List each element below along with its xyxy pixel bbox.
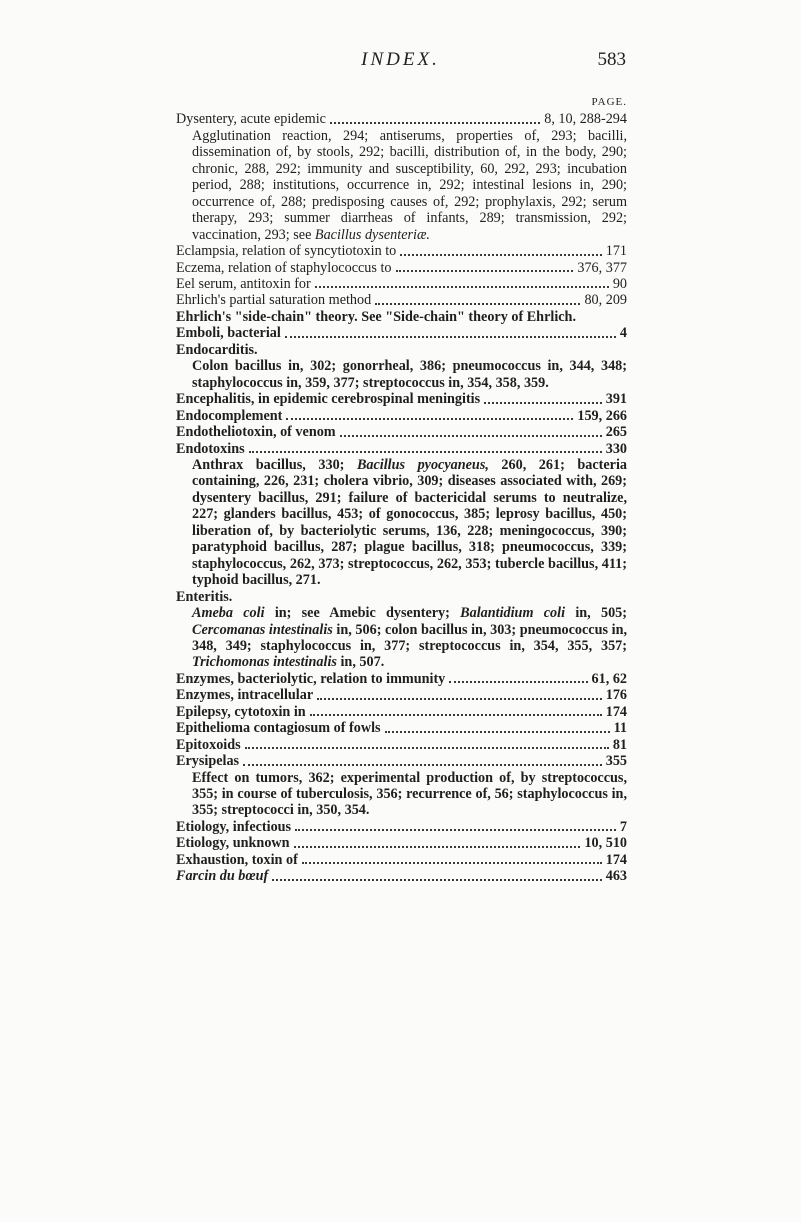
dot-leader bbox=[245, 747, 609, 749]
dot-leader bbox=[449, 681, 587, 683]
index-entry bbox=[176, 687, 627, 703]
dot-leader bbox=[340, 435, 602, 437]
entry-pages: 463 bbox=[605, 868, 627, 885]
entry-pages: 330 bbox=[605, 440, 627, 457]
entry-term: Epitoxoids bbox=[176, 736, 241, 753]
index-entry bbox=[176, 704, 627, 720]
subentry-italic: Cercomanas intestinalis bbox=[192, 621, 333, 638]
index-entry bbox=[176, 342, 627, 391]
entry-term: Erysipelas bbox=[176, 753, 240, 770]
subentry-italic: Bacillus dysenteriæ. bbox=[314, 226, 430, 243]
dot-leader bbox=[243, 764, 602, 766]
running-head-title: INDEX. bbox=[361, 49, 440, 70]
subentry-text: Anthrax bacillus, 330; bbox=[192, 456, 357, 473]
entry-pages: 265 bbox=[605, 424, 627, 441]
dot-leader bbox=[385, 731, 610, 733]
index-entry: Ehrlich's "side-chain" theory. See "Side-chain" theory of Ehrlich. bbox=[176, 308, 576, 325]
dot-leader bbox=[302, 862, 602, 864]
entry-subentries: Effect on tumors, 362; experimental production of, by streptococcus, 355; in course of tuberculosis, 356; recurrence of, 56; staphylococcus in, 355; streptococci in, 350, 354. bbox=[192, 769, 627, 819]
entry-pages: 174 bbox=[605, 703, 627, 720]
dot-leader bbox=[396, 270, 574, 272]
index-column bbox=[176, 94, 627, 885]
subentry-italic: Ameba coli bbox=[192, 605, 265, 622]
dot-leader bbox=[294, 846, 581, 848]
entry-term: Endotheliotoxin, of venom bbox=[176, 424, 336, 441]
index-entry bbox=[176, 260, 627, 276]
index-entry bbox=[176, 441, 627, 589]
entry-subentries: Colon bacillus in, 302; gonorrheal, 386; pneumococcus in, 344, 348; staphylococcus in, 359, 377; streptococcus in, 354, 358, 359. bbox=[192, 358, 627, 391]
index-entry bbox=[176, 671, 627, 687]
entry-term: Endocomplement bbox=[176, 407, 283, 424]
index-entry bbox=[176, 325, 627, 341]
index-entry bbox=[176, 819, 627, 835]
index-entry bbox=[176, 589, 627, 671]
dot-leader bbox=[375, 303, 580, 305]
entry-term: Farcin du bœuf bbox=[176, 868, 269, 885]
subentry-italic: Bacillus pyocyaneus, bbox=[356, 456, 489, 473]
index-entry bbox=[176, 424, 627, 440]
entry-pages: 176 bbox=[605, 687, 627, 704]
entry-term: Eczema, relation of staphylococcus to bbox=[176, 259, 392, 276]
page-column-label: PAGE. bbox=[591, 96, 627, 108]
entry-subentries bbox=[176, 128, 627, 243]
entry-term: Etiology, infectious bbox=[176, 818, 292, 835]
entry-term: Endocarditis. bbox=[176, 341, 258, 358]
entry-pages: 391 bbox=[605, 391, 627, 408]
subentry-text: in, 506; colon bacillus in, 303; pneumococcus in, 348, 349; staphylococcus in, 377; streptococcus in, 354, 355, 357; bbox=[192, 621, 628, 654]
entry-pages: 90 bbox=[612, 275, 627, 292]
index-entry bbox=[176, 111, 627, 243]
subentry-text: in; see Amebic dysentery; bbox=[264, 605, 461, 622]
entry-pages: 376, 377 bbox=[577, 259, 627, 276]
entry-subentries bbox=[176, 457, 627, 589]
entry-term: Etiology, unknown bbox=[176, 835, 290, 852]
entry-pages: 8, 10, 288-294 bbox=[544, 111, 627, 128]
entry-pages: 61, 62 bbox=[591, 670, 627, 687]
entry-subentries bbox=[176, 605, 627, 671]
entry-pages: 80, 209 bbox=[584, 292, 627, 309]
entry-pages: 81 bbox=[612, 736, 627, 753]
entry-term: Emboli, bacterial bbox=[176, 325, 281, 342]
subentry-text: Agglutination reaction, 294; antiserums, properties of, 293; bacilli, dissemination of, by stools, 292; bacilli, distribution of, in the body, 290; chronic, 288, 292; immunity and susceptibility, 60, 292, 293; incubation period, 288; institutions, occurrence in, 292; intestinal lesions in, 290; occurrence of, 288; predisposing causes of, 292; prophylaxis, 292; serum therapy, 293; summer diarrheas of infants, 289; transmission, 292; vaccination, 293; see bbox=[192, 127, 627, 243]
entry-term: Dysentery, acute epidemic bbox=[176, 111, 326, 128]
subentry-text: in, 507. bbox=[336, 654, 385, 671]
dot-leader bbox=[285, 336, 616, 338]
entry-term: Epilepsy, cytotoxin in bbox=[176, 703, 306, 720]
subentry-text: in, 505; bbox=[565, 605, 627, 622]
subentry-text: 260, 261; bacteria containing, 226, 231; cholera vibrio, 309; diseases associated with, 269; dysentery bacillus, 291; failure of bactericidal serums to neutralize, 227; glanders bacillus, 453; of gonococcus, 385; leprosy bacillus, 450; liberation of, by bacteriolytic serums, 136, 228; meningococcus, 390; paratyphoid bacillus, 287; plague bacillus, 318; pneumococcus, 339; staphylococcus, 262, 373; streptococcus, 262, 353; tubercle bacillus, 411; typhoid bacillus, 271. bbox=[192, 456, 627, 589]
entry-term: Enzymes, bacteriolytic, relation to immunity bbox=[176, 670, 446, 687]
entry-term: Eclampsia, relation of syncytiotoxin to bbox=[176, 243, 397, 260]
entry-term: Ehrlich's partial saturation method bbox=[176, 292, 372, 309]
entry-term: Eel serum, antitoxin for bbox=[176, 275, 311, 292]
dot-leader bbox=[315, 286, 609, 288]
subentry-italic: Trichomonas intestinalis bbox=[192, 654, 337, 671]
index-entry bbox=[176, 391, 627, 407]
entry-pages: 171 bbox=[605, 243, 627, 260]
dot-leader bbox=[400, 254, 601, 256]
dot-leader bbox=[310, 714, 602, 716]
entry-term: Exhaustion, toxin of bbox=[176, 851, 298, 868]
dot-leader bbox=[286, 418, 573, 420]
dot-leader bbox=[330, 122, 540, 124]
index-entry bbox=[176, 835, 627, 851]
entry-term: Epithelioma contagiosum of fowls bbox=[176, 720, 381, 737]
index-entry bbox=[176, 276, 627, 292]
index-entry bbox=[176, 408, 627, 424]
entry-pages: 7 bbox=[619, 818, 627, 835]
entry-pages: 159, 266 bbox=[577, 407, 627, 424]
index-entry bbox=[176, 292, 627, 308]
index-entry bbox=[176, 753, 627, 819]
entry-term: Enteritis. bbox=[176, 588, 233, 605]
index-entry bbox=[176, 868, 627, 884]
subentry-italic: Balantidium coli bbox=[460, 605, 566, 622]
running-head bbox=[0, 45, 801, 85]
page-number: 583 bbox=[597, 49, 626, 70]
entry-term: Encephalitis, in epidemic cerebrospinal meningitis bbox=[176, 391, 481, 408]
dot-leader bbox=[295, 829, 616, 831]
entry-pages: 174 bbox=[605, 851, 627, 868]
index-entry bbox=[176, 852, 627, 868]
dot-leader bbox=[272, 879, 601, 881]
entry-pages: 4 bbox=[619, 325, 627, 342]
entry-term: Endotoxins bbox=[176, 440, 245, 457]
index-entry bbox=[176, 737, 627, 753]
index-entry bbox=[176, 720, 627, 736]
entry-pages: 11 bbox=[613, 720, 627, 737]
dot-leader bbox=[249, 451, 602, 453]
dot-leader bbox=[484, 402, 602, 404]
entry-term: Enzymes, intracellular bbox=[176, 687, 314, 704]
dot-leader bbox=[317, 698, 602, 700]
entry-pages: 10, 510 bbox=[584, 835, 627, 852]
index-entry bbox=[176, 243, 627, 259]
entry-pages: 355 bbox=[605, 753, 627, 770]
